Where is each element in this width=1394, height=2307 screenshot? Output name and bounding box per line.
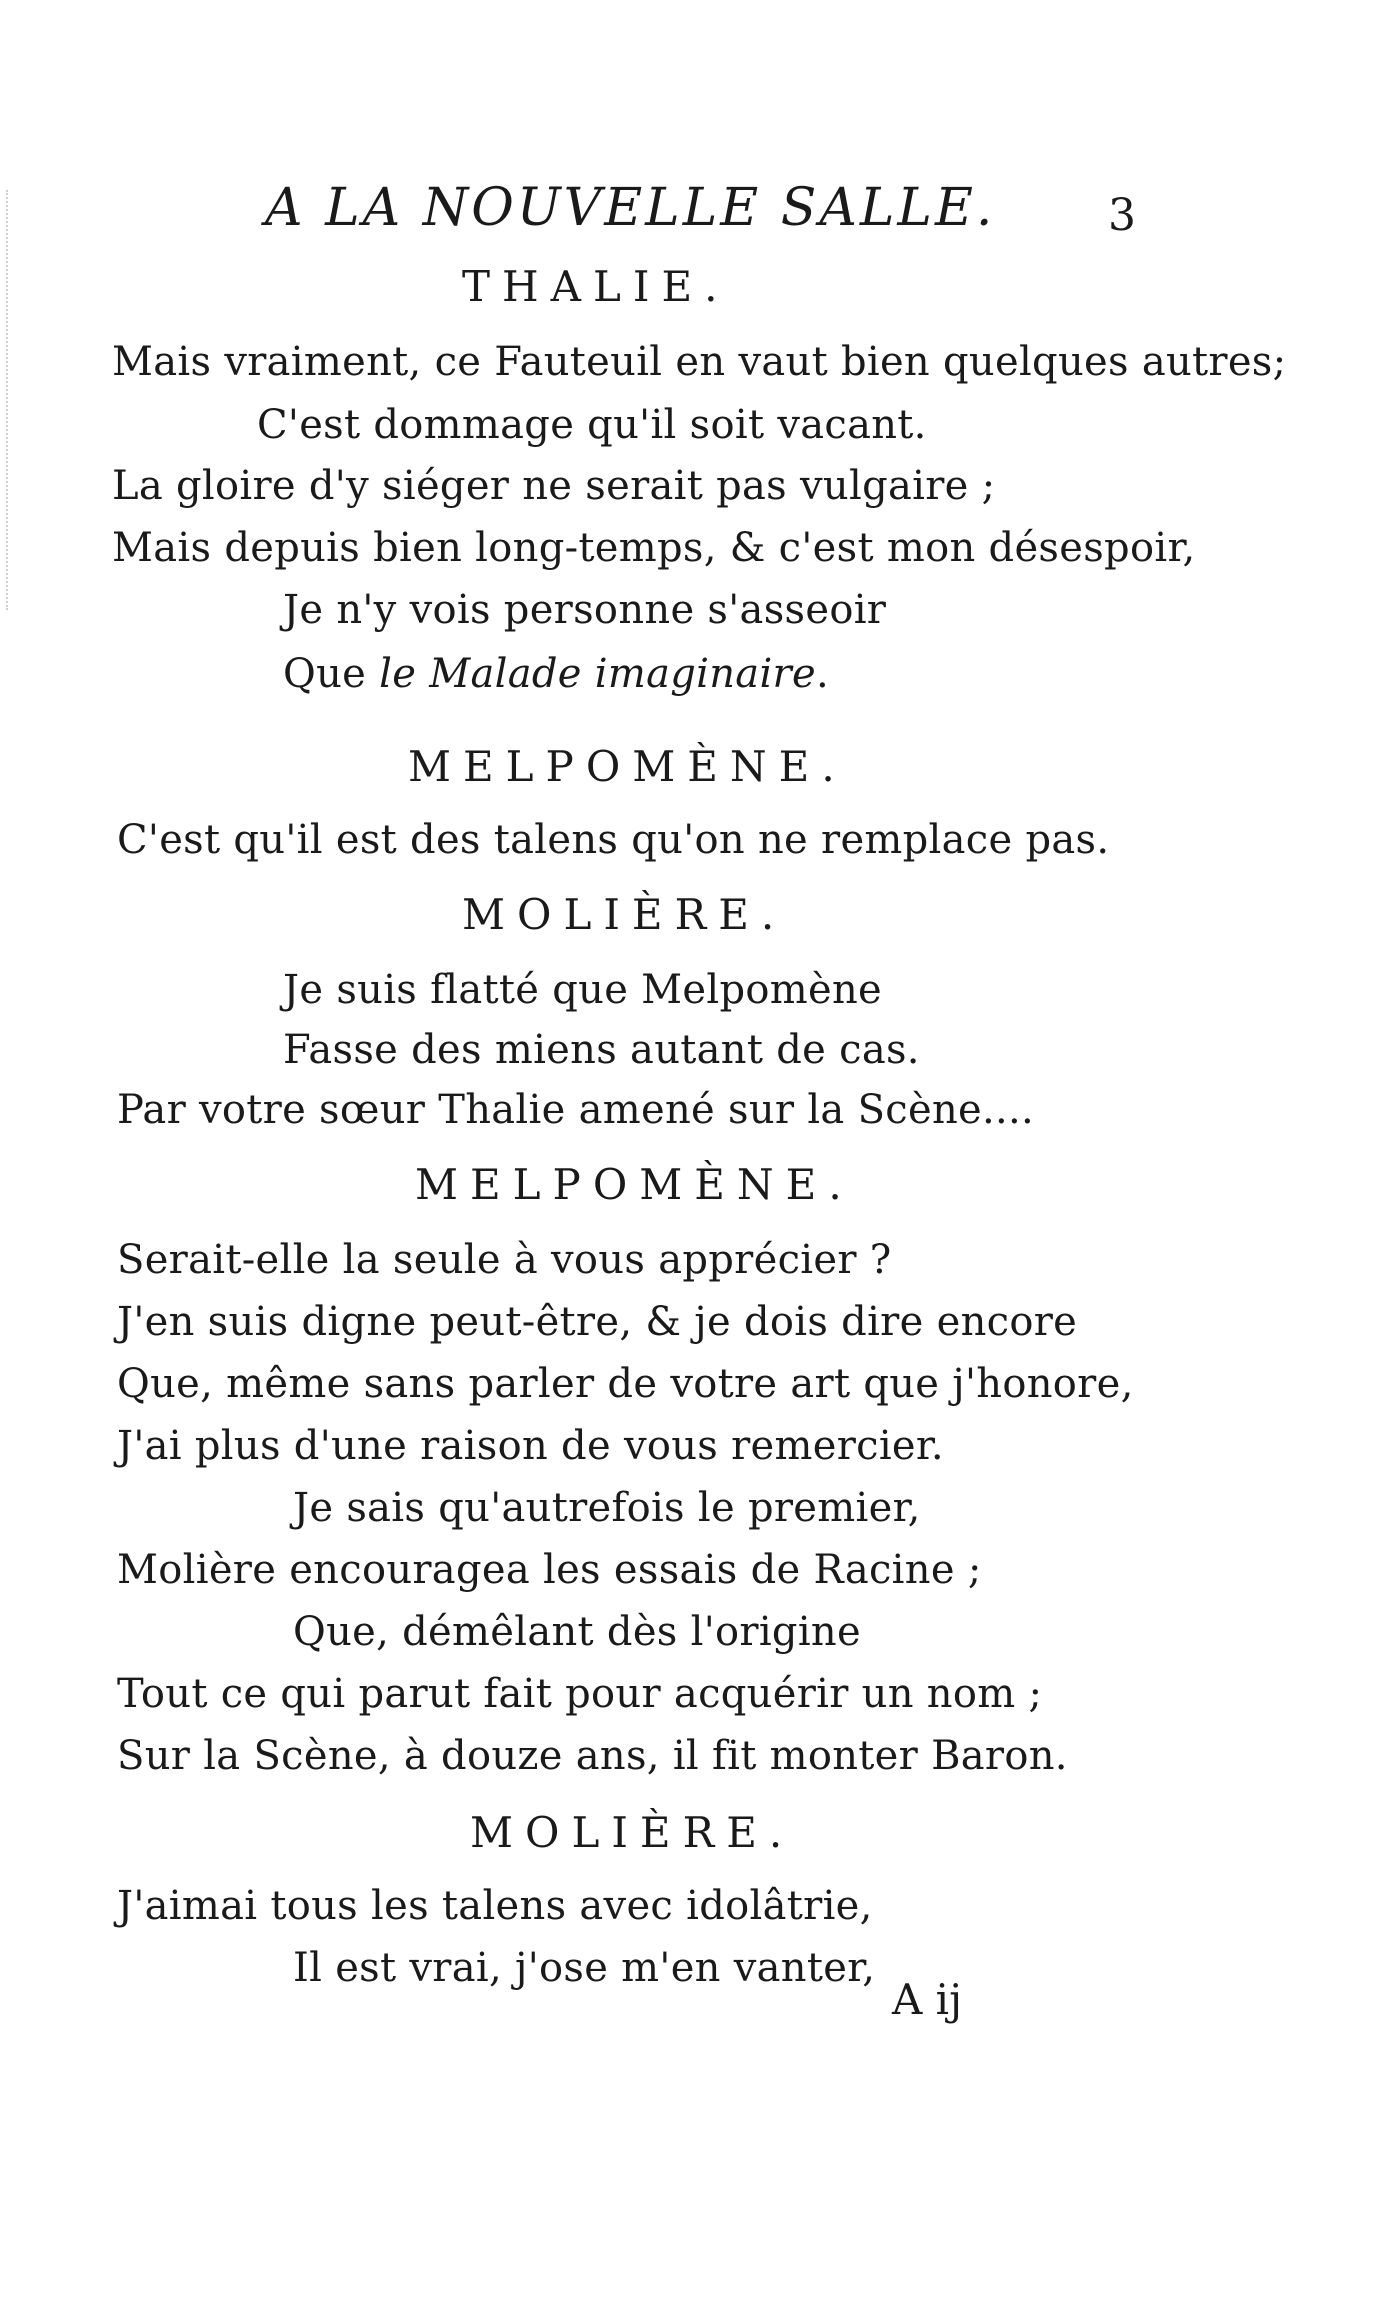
verse-line: Par votre sœur Thalie amené sur la Scène.... <box>117 1087 1035 1133</box>
verse-line: Je suis flatté que Melpomène <box>283 967 883 1013</box>
verse-line: Serait-elle la seule à vous apprécier ? <box>117 1237 892 1283</box>
verse-line: Sur la Scène, à douze ans, il fit monter Baron. <box>117 1733 1068 1779</box>
verse-line: Que, démêlant dès l'origine <box>293 1609 861 1655</box>
verse-line: Fasse des miens autant de cas. <box>283 1027 920 1073</box>
speaker-moliere: MOLIÈRE. <box>470 1808 795 1857</box>
verse-line: J'aimai tous les talens avec idolâtrie, <box>117 1883 873 1929</box>
speaker-melpomene: MELPOMÈNE. <box>415 1160 854 1209</box>
verse-line: Molière encouragea les essais de Racine ; <box>117 1547 982 1593</box>
verse-line: J'en suis digne peut-être, & je dois dire encore <box>117 1299 1078 1345</box>
verse-line: Que, même sans parler de votre art que j'honore, <box>117 1361 1134 1407</box>
signature-mark: A ij <box>892 1975 963 2024</box>
page-number: 3 <box>1108 190 1136 241</box>
verse-line: Je sais qu'autrefois le premier, <box>293 1485 921 1531</box>
verse-line: C'est dommage qu'il soit vacant. <box>257 402 927 448</box>
verse-line: J'ai plus d'une raison de vous remercier. <box>117 1423 944 1469</box>
speaker-moliere: MOLIÈRE. <box>462 890 787 939</box>
play-title: le Malade imaginaire <box>379 651 816 697</box>
running-title: A LA NOUVELLE SALLE. <box>265 178 996 238</box>
verse-line: Il est vrai, j'ose m'en vanter, <box>293 1945 876 1991</box>
gutter-shadow <box>6 190 22 610</box>
verse-line: Tout ce qui parut fait pour acquérir un nom ; <box>117 1671 1043 1717</box>
speaker-melpomene: MELPOMÈNE. <box>408 742 847 791</box>
verse-line: C'est qu'il est des talens qu'on ne remplace pas. <box>117 817 1110 863</box>
verse-text: . <box>815 651 829 697</box>
verse-line: Mais depuis bien long-temps, & c'est mon désespoir, <box>112 525 1196 571</box>
verse-line: Je n'y vois personne s'asseoir <box>283 587 887 633</box>
verse-line: Mais vraiment, ce Fauteuil en vaut bien quelques autres; <box>112 339 1287 385</box>
verse-line-with-title <box>283 651 829 697</box>
speaker-thalie: THALIE. <box>462 262 730 311</box>
verse-text: Que <box>283 651 380 697</box>
verse-line: La gloire d'y siéger ne serait pas vulgaire ; <box>112 463 996 509</box>
